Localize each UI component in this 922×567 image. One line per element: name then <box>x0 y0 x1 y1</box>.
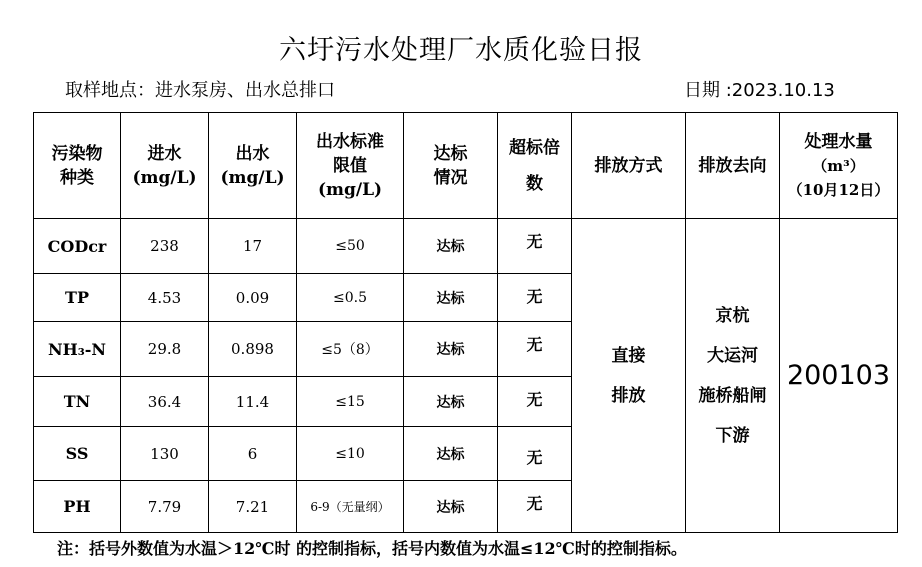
outflow-cell: 17 <box>209 219 297 274</box>
standard-cell: ≤5（8） <box>297 322 404 377</box>
standard-cell: ≤50 <box>297 219 404 274</box>
outflow-cell: 7.21 <box>209 481 297 533</box>
pollutant-cell: SS <box>34 427 121 481</box>
standard-cell: ≤10 <box>297 427 404 481</box>
pollutant-cell: CODcr <box>34 219 121 274</box>
discharge-mode-cell: 直接 排放 <box>572 219 686 533</box>
header-status: 达标 情况 <box>404 113 498 219</box>
status-cell: 达标 <box>404 322 498 377</box>
status-cell: 达标 <box>404 427 498 481</box>
report-date: 日期 :2023.10.13 <box>684 80 835 101</box>
standard-cell: ≤0.5 <box>297 274 404 322</box>
exceed-cell: 无 <box>498 377 572 427</box>
exceed-cell: 无 <box>498 322 572 377</box>
standard-cell: 6-9（无量纲） <box>297 481 404 533</box>
exceed-cell: 无 <box>498 219 572 274</box>
header-outflow: 出水 (mg/L) <box>209 113 297 219</box>
header-inflow: 进水 (mg/L) <box>121 113 209 219</box>
exceed-cell: 无 <box>498 427 572 481</box>
pollutant-cell: NH₃-N <box>34 322 121 377</box>
inflow-cell: 7.79 <box>121 481 209 533</box>
exceed-cell: 无 <box>498 481 572 533</box>
inflow-cell: 29.8 <box>121 322 209 377</box>
table-row <box>34 219 898 274</box>
sample-point: 取样地点：进水泵房、出水总排口 <box>65 80 335 101</box>
inflow-cell: 36.4 <box>121 377 209 427</box>
header-row <box>34 113 898 219</box>
header-volume: 处理水量 （m³） （10月12日） <box>780 113 898 219</box>
status-cell: 达标 <box>404 481 498 533</box>
status-cell: 达标 <box>404 219 498 274</box>
pollutant-cell: TP <box>34 274 121 322</box>
status-cell: 达标 <box>404 274 498 322</box>
discharge-dest-cell: 京杭 大运河 施桥船闸 下游 <box>686 219 780 533</box>
header-standard: 出水标准 限值 (mg/L) <box>297 113 404 219</box>
inflow-cell: 238 <box>121 219 209 274</box>
pollutant-cell: PH <box>34 481 121 533</box>
outflow-cell: 6 <box>209 427 297 481</box>
footnote: 注：括号外数值为水温＞12℃时 的控制指标，括号内数值为水温≤12℃时的控制指标。 <box>57 539 687 558</box>
exceed-cell: 无 <box>498 274 572 322</box>
header-exceed: 超标倍 数 <box>498 113 572 219</box>
pollutant-cell: TN <box>34 377 121 427</box>
outflow-cell: 0.09 <box>209 274 297 322</box>
header-discharge-mode: 排放方式 <box>572 113 686 219</box>
outflow-cell: 0.898 <box>209 322 297 377</box>
header-discharge-dest: 排放去向 <box>686 113 780 219</box>
water-quality-table <box>33 112 898 533</box>
report-title: 六圩污水处理厂水质化验日报 <box>279 35 643 66</box>
header-pollutant: 污染物 种类 <box>34 113 121 219</box>
status-cell: 达标 <box>404 377 498 427</box>
standard-cell: ≤15 <box>297 377 404 427</box>
inflow-cell: 130 <box>121 427 209 481</box>
outflow-cell: 11.4 <box>209 377 297 427</box>
volume-cell: 200103 <box>780 219 898 533</box>
inflow-cell: 4.53 <box>121 274 209 322</box>
